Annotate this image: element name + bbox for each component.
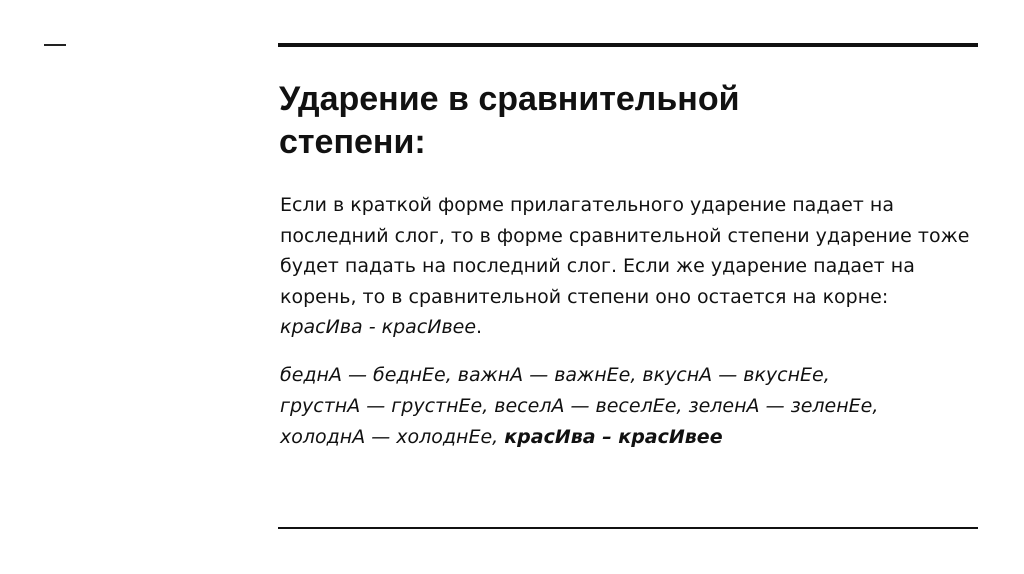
examples-line-1: беднА — беднЕе, важнА — важнЕе, вкуснА — вкуснЕе, [280, 364, 830, 386]
examples-line-3-highlight: красИва – красИвее [504, 426, 723, 448]
slide-title [279, 78, 919, 164]
examples-line-2: грустнА — грустнЕе, веселА — веселЕе, зеленА — зеленЕе, [280, 395, 879, 417]
slide-title-line-1: Ударение в сравнительной [279, 80, 740, 118]
top-rule [278, 43, 978, 47]
examples-line-3-text: холоднА — холоднЕе, [280, 426, 505, 448]
rule-paragraph-example: красИва - красИвее [280, 316, 477, 338]
corner-dash [44, 44, 66, 46]
rule-paragraph [280, 190, 970, 343]
examples-block [280, 360, 980, 453]
examples-line-3 [280, 422, 980, 453]
slide-title-line-2: степени: [279, 123, 426, 161]
rule-paragraph-end: . [476, 316, 483, 338]
rule-paragraph-text: Если в краткой форме прилагательного ударение падает на последний слог, то в форме сравнительной степени ударение тоже будет падать на последний слог. Если же ударение падает на корень, то в сравнительной степени оно остается на корне: [280, 194, 970, 308]
bottom-rule [278, 527, 978, 529]
